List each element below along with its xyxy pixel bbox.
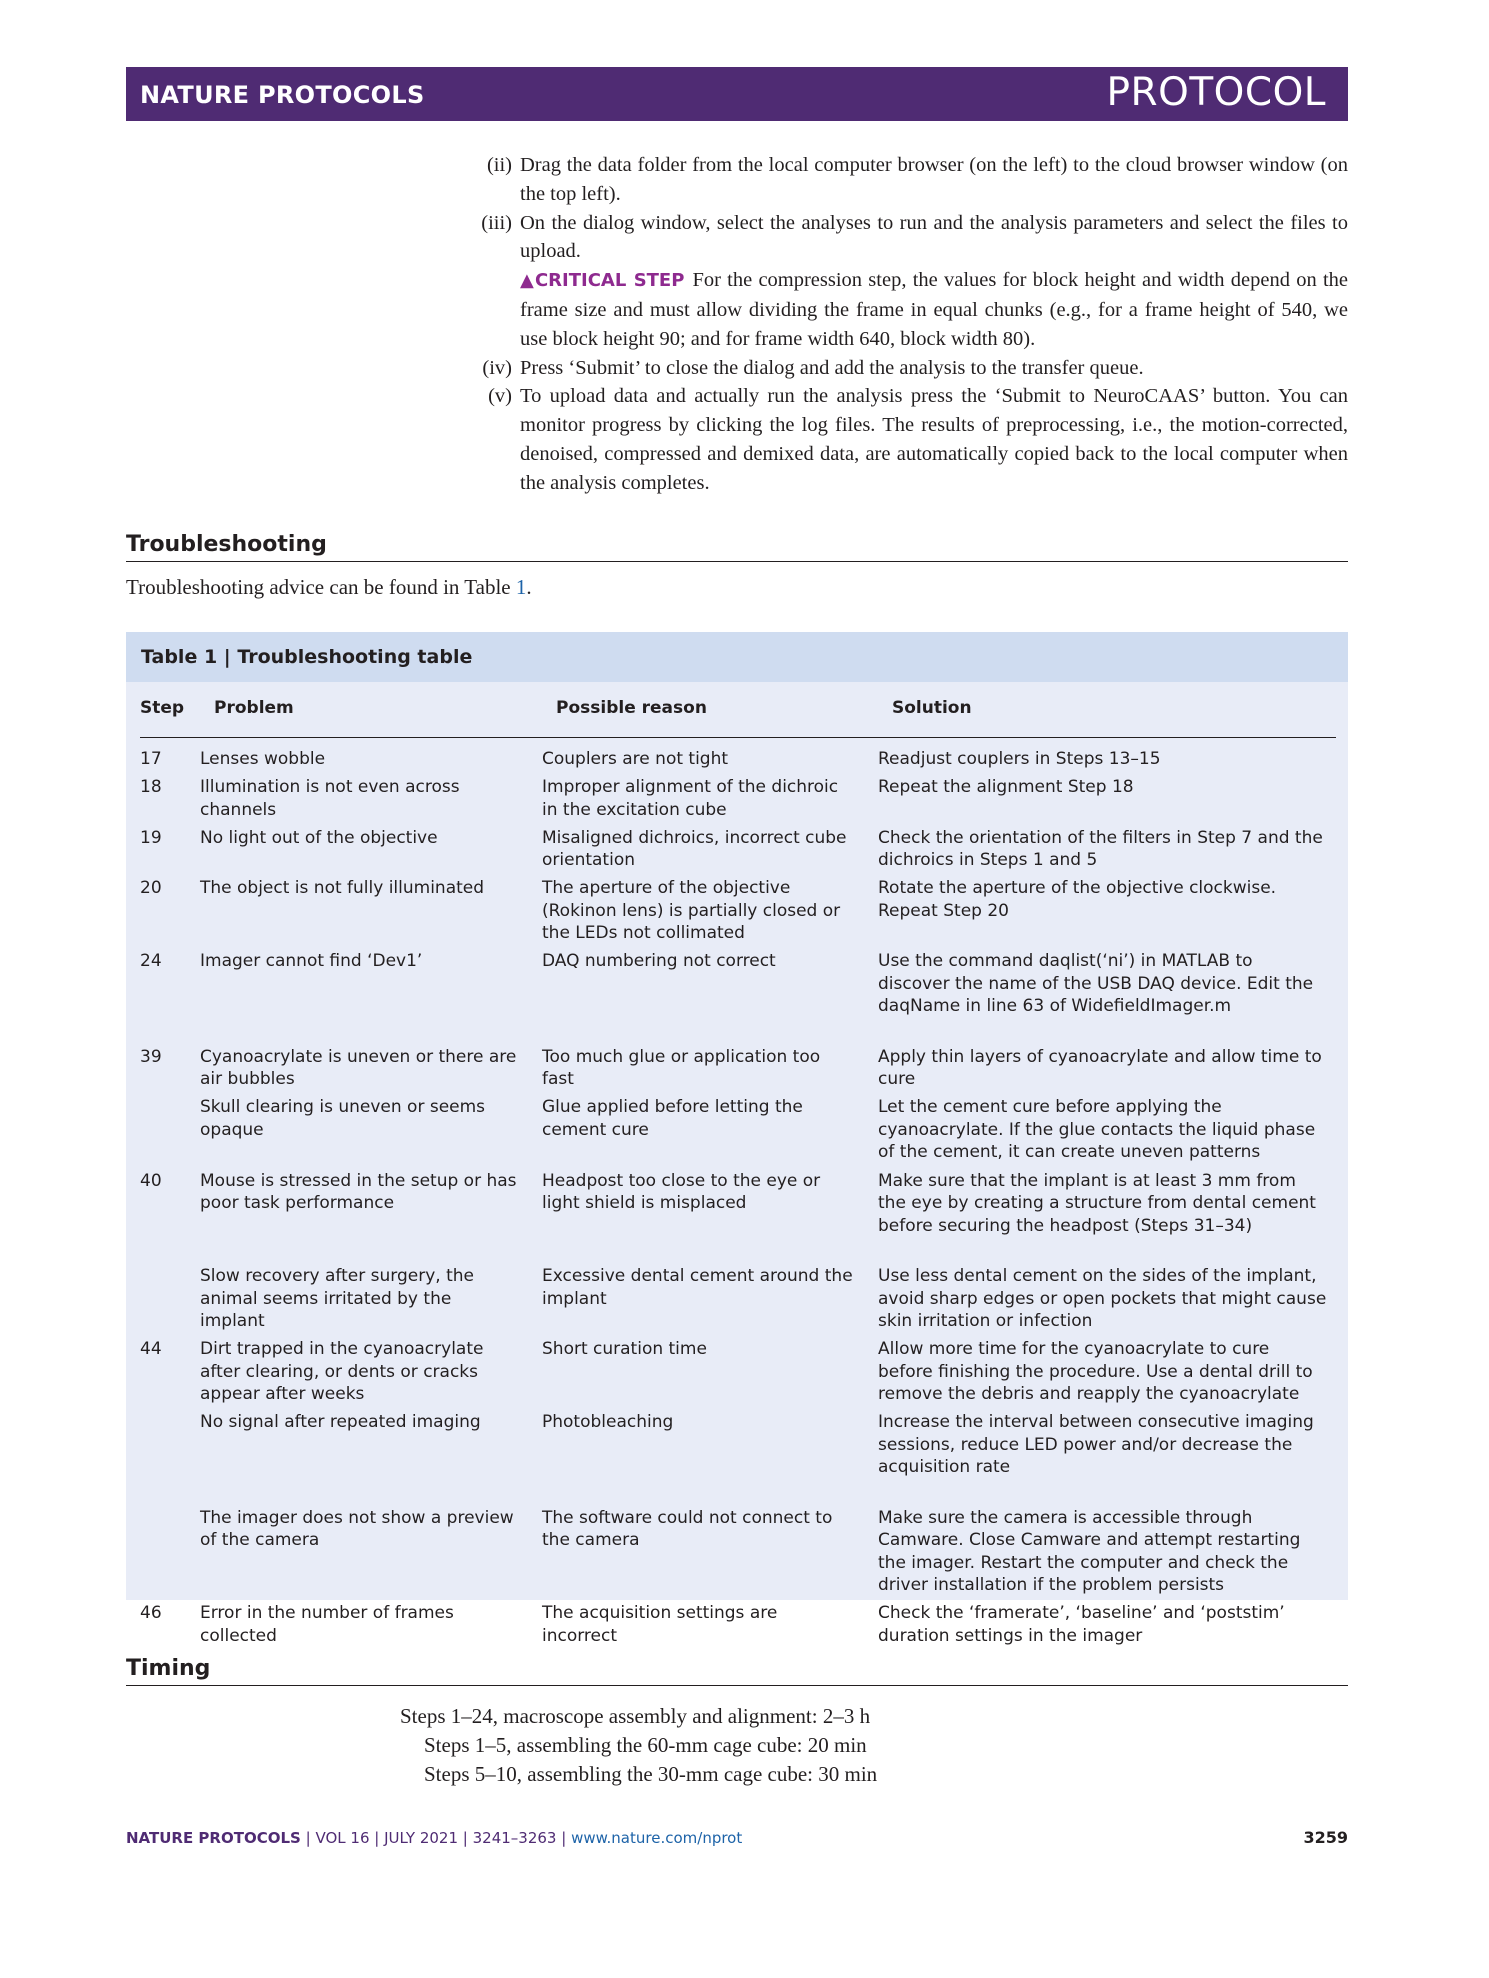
procedure-step bbox=[466, 382, 1348, 497]
cell-reason: The aperture of the objective (Rokinon lens) is partially closed or the LEDs not collimated bbox=[542, 878, 841, 944]
troubleshooting-heading: Troubleshooting bbox=[126, 532, 327, 557]
column-header-reason: Possible reason bbox=[556, 698, 707, 718]
critical-step-note bbox=[520, 266, 1348, 353]
cell-reason: The acquisition settings are incorrect bbox=[542, 1603, 778, 1646]
cell-solution: Readjust couplers in Steps 13–15 bbox=[878, 749, 1161, 769]
table-row bbox=[126, 776, 1348, 821]
cell-step: 17 bbox=[140, 749, 162, 769]
cell-reason: Short curation time bbox=[542, 1339, 707, 1360]
step-text: On the dialog window, select the analyses to run and the analysis parameters and select the files to upload. bbox=[520, 211, 1348, 263]
step-number: (ii) bbox=[486, 154, 512, 176]
cell-solution: Increase the interval between consecutive imaging sessions, reduce LED power and/or decrease the acquisition rate bbox=[878, 1412, 1314, 1478]
cell-solution: Repeat the alignment Step 18 bbox=[878, 777, 1134, 798]
cell-step: 19 bbox=[140, 827, 162, 848]
cell-reason: Photobleaching bbox=[542, 1412, 674, 1433]
column-header-problem: Problem bbox=[214, 698, 294, 718]
cell-problem: Illumination is not even across channels bbox=[200, 777, 460, 820]
advice-suffix: . bbox=[526, 575, 532, 599]
footer-date: JULY 2021 bbox=[384, 1829, 458, 1847]
cell-step: 20 bbox=[140, 878, 162, 899]
cell-problem: No light out of the objective bbox=[200, 827, 438, 848]
cell-solution: Use less dental cement on the sides of the implant, avoid sharp edges or open pockets that might cause skin irritation or infection bbox=[878, 1266, 1327, 1332]
cell-reason: Couplers are not tight bbox=[542, 749, 729, 769]
table-row bbox=[126, 827, 1348, 872]
cell-problem: Cyanoacrylate is uneven or there are air bubbles bbox=[200, 1046, 517, 1090]
procedure-step bbox=[466, 151, 1348, 209]
cell-reason: The software could not connect to the camera bbox=[542, 1507, 833, 1551]
table-row bbox=[126, 1265, 1348, 1333]
footer-volume: VOL 16 bbox=[315, 1829, 370, 1847]
footer-separator: | bbox=[305, 1829, 311, 1847]
cell-step: 44 bbox=[140, 1339, 162, 1360]
cell-solution: Use the command daqlist(‘ni’) in MATLAB to discover the name of the USB DAQ device. Edit the daqName in line 63 of WidefieldImager.m bbox=[878, 951, 1314, 1017]
table-caption-bar bbox=[126, 632, 1348, 682]
footer-url-link[interactable]: www.nature.com/nprot bbox=[571, 1829, 743, 1847]
procedure-steps bbox=[466, 151, 1348, 498]
cell-problem: Error in the number of frames collected bbox=[200, 1603, 454, 1646]
table-row bbox=[126, 950, 1348, 1018]
table-caption: Table 1 | Troubleshooting table bbox=[141, 646, 473, 668]
cell-step: 39 bbox=[140, 1046, 162, 1067]
table-row bbox=[126, 1096, 1348, 1164]
table-row bbox=[126, 1170, 1348, 1238]
cell-reason: Headpost too close to the eye or light shield is misplaced bbox=[542, 1170, 821, 1214]
table-header-rule bbox=[140, 737, 1336, 738]
article-type: PROTOCOL bbox=[1106, 70, 1326, 115]
procedure-step bbox=[466, 209, 1348, 354]
section-divider bbox=[126, 1685, 1348, 1686]
advice-text: Troubleshooting advice can be found in Table bbox=[126, 575, 516, 599]
cell-solution: Let the cement cure before applying the cyanoacrylate. If the glue contacts the liquid phase of the cement, it can create uneven patterns bbox=[878, 1097, 1316, 1163]
step-text: Drag the data folder from the local computer browser (on the left) to the cloud browser window (on the top left). bbox=[520, 154, 1348, 205]
table-row bbox=[126, 1338, 1348, 1406]
cell-step: 18 bbox=[140, 777, 162, 798]
cell-problem: Skull clearing is uneven or seems opaque bbox=[200, 1097, 486, 1140]
cell-step bbox=[126, 1265, 200, 1333]
step-text: Press ‘Submit’ to close the dialog and add the analysis to the transfer queue. bbox=[520, 356, 1144, 379]
timing-line: Steps 5–10, assembling the 30-mm cage cube: 30 min bbox=[424, 1761, 878, 1786]
footer-pages: 3241–3263 bbox=[472, 1829, 557, 1847]
timing-heading: Timing bbox=[126, 1656, 211, 1681]
column-header-solution: Solution bbox=[892, 698, 972, 718]
footer-journal: NATURE PROTOCOLS bbox=[126, 1829, 301, 1847]
table-row bbox=[126, 1602, 1348, 1647]
cell-problem: Dirt trapped in the cyanoacrylate after clearing, or dents or cracks appear after weeks bbox=[200, 1339, 484, 1405]
cell-step bbox=[126, 1507, 200, 1597]
cell-reason: Glue applied before letting the cement cure bbox=[542, 1097, 803, 1140]
table-reference-link[interactable]: 1 bbox=[515, 575, 527, 599]
cell-solution: Apply thin layers of cyanoacrylate and allow time to cure bbox=[878, 1046, 1322, 1090]
journal-header-bar bbox=[126, 67, 1348, 121]
cell-reason: DAQ numbering not correct bbox=[542, 951, 776, 972]
cell-problem: Lenses wobble bbox=[200, 749, 326, 769]
table-row bbox=[126, 748, 1348, 771]
journal-name: NATURE PROTOCOLS bbox=[140, 81, 425, 109]
page-footer bbox=[126, 1829, 742, 1847]
cell-reason: Excessive dental cement around the implant bbox=[542, 1266, 853, 1309]
cell-problem: Mouse is stressed in the setup or has poor task performance bbox=[200, 1170, 517, 1214]
cell-solution: Make sure the camera is accessible through Camware. Close Camware and attempt restarting the imager. Restart the computer and check the driver installation if the problem persists bbox=[878, 1507, 1301, 1596]
step-number: (iv) bbox=[482, 356, 512, 379]
critical-step-text: For the compression step, the values for block height and width depend on the frame size and must allow dividing the frame in equal chunks (e.g., for a frame height of 540, we use block height 90; and for frame width 640, block width 80). bbox=[520, 269, 1348, 350]
table-row bbox=[126, 1507, 1348, 1597]
cell-problem: The object is not fully illuminated bbox=[200, 878, 485, 899]
page-number: 3259 bbox=[1303, 1828, 1348, 1847]
footer-separator: | bbox=[462, 1829, 468, 1847]
cell-solution: Check the orientation of the filters in Step 7 and the dichroics in Steps 1 and 5 bbox=[878, 827, 1323, 871]
step-number: (iii) bbox=[481, 211, 512, 234]
troubleshooting-advice bbox=[126, 575, 532, 600]
cell-step bbox=[126, 1411, 200, 1479]
procedure-step bbox=[466, 354, 1348, 383]
cell-problem: Imager cannot find ‘Dev1’ bbox=[200, 951, 423, 972]
step-number: (v) bbox=[488, 385, 512, 408]
cell-solution: Check the ‘framerate’, ‘baseline’ and ‘poststim’ duration settings in the imager bbox=[878, 1603, 1285, 1646]
footer-separator: | bbox=[561, 1829, 567, 1847]
cell-solution: Allow more time for the cyanoacrylate to cure before finishing the procedure. Use a dental drill to remove the debris and reapply the cyanoacrylate bbox=[878, 1339, 1313, 1405]
cell-step: 24 bbox=[140, 951, 162, 972]
table-row bbox=[126, 877, 1348, 945]
cell-reason: Too much glue or application too fast bbox=[542, 1046, 821, 1090]
step-text: To upload data and actually run the analysis press the ‘Submit to NeuroCAAS’ button. You can monitor progress by clicking the log files. The results of preprocessing, i.e., the motion-corrected, denoised, compressed and demixed data, are automatically copied back to the local computer when the analysis completes. bbox=[520, 385, 1348, 494]
footer-separator: | bbox=[374, 1829, 380, 1847]
table-row bbox=[126, 1046, 1348, 1091]
cell-reason: Improper alignment of the dichroic in the excitation cube bbox=[542, 777, 839, 820]
timing-list bbox=[400, 1702, 877, 1788]
table-row bbox=[126, 1411, 1348, 1479]
cell-step bbox=[126, 1096, 200, 1164]
table-body bbox=[126, 748, 1348, 1653]
cell-step: 40 bbox=[140, 1170, 162, 1191]
troubleshooting-table bbox=[126, 632, 1348, 1646]
cell-problem: The imager does not show a preview of the camera bbox=[200, 1507, 514, 1551]
cell-problem: No signal after repeated imaging bbox=[200, 1412, 481, 1433]
column-header-step: Step bbox=[140, 698, 185, 718]
cell-step: 46 bbox=[140, 1603, 162, 1624]
cell-solution: Make sure that the implant is at least 3 mm from the eye by creating a structure from dental cement before securing the headpost (Steps 31–34) bbox=[878, 1170, 1316, 1236]
timing-line: Steps 1–5, assembling the 60-mm cage cube: 20 min bbox=[424, 1732, 867, 1757]
timing-line: Steps 1–24, macroscope assembly and alignment: 2–3 h bbox=[400, 1704, 871, 1728]
section-divider bbox=[126, 561, 1348, 562]
cell-reason: Misaligned dichroics, incorrect cube orientation bbox=[542, 827, 847, 871]
critical-step-label: ▲CRITICAL STEP bbox=[520, 270, 685, 292]
cell-solution: Rotate the aperture of the objective clockwise. Repeat Step 20 bbox=[878, 878, 1277, 921]
cell-problem: Slow recovery after surgery, the animal seems irritated by the implant bbox=[200, 1266, 474, 1332]
